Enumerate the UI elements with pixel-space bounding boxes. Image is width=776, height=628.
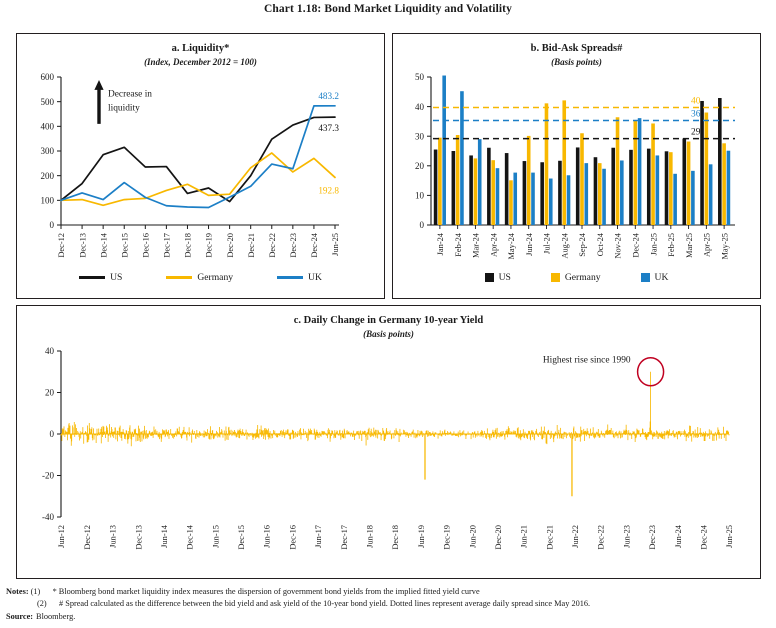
svg-text:Oct-24: Oct-24: [595, 233, 605, 257]
svg-text:Jun-25: Jun-25: [331, 233, 341, 257]
svg-text:Jun-21: Jun-21: [519, 525, 529, 549]
svg-text:Apr-25: Apr-25: [702, 233, 712, 258]
panel-b-subtitle: (Basis points): [551, 56, 602, 67]
svg-text:20: 20: [45, 388, 54, 399]
svg-text:-20: -20: [42, 471, 54, 482]
svg-text:483.2: 483.2: [318, 91, 339, 102]
panel-a-svg: [17, 67, 384, 275]
svg-text:40: 40: [415, 102, 424, 113]
svg-text:Dec-20: Dec-20: [225, 233, 235, 259]
svg-text:Mar-25: Mar-25: [684, 233, 694, 259]
svg-text:Dec-24: Dec-24: [699, 525, 709, 551]
panel-c-svg: [17, 339, 760, 567]
panel-b-title: b. Bid-Ask Spreads#: [530, 43, 623, 54]
svg-text:Dec-21: Dec-21: [545, 525, 555, 551]
note-row-1: [6, 586, 774, 598]
svg-text:Aug-24: Aug-24: [560, 233, 570, 259]
svg-text:Dec-12: Dec-12: [82, 525, 92, 551]
legend-swatch-uk: [641, 273, 650, 282]
svg-text:Dec-16: Dec-16: [288, 525, 298, 551]
svg-text:0: 0: [49, 220, 54, 231]
panel-b-svg: [393, 67, 760, 275]
svg-text:Jun-14: Jun-14: [159, 525, 169, 549]
page-title: Chart 1.18: Bond Market Liquidity and Volatility: [264, 3, 512, 15]
svg-text:Dec-22: Dec-22: [596, 525, 606, 551]
source-row: [6, 611, 774, 623]
svg-text:Dec-15: Dec-15: [237, 525, 247, 551]
legend-item-germany: [551, 272, 601, 283]
svg-text:Dec-19: Dec-19: [204, 233, 214, 259]
svg-text:Dec-24: Dec-24: [310, 233, 320, 259]
svg-text:Jun-15: Jun-15: [211, 525, 221, 549]
svg-text:Jun-23: Jun-23: [622, 525, 632, 549]
note-text-1: * Bloomberg bond market liquidity index measures the dispersion of government bond yields from the implied fitted yield curve: [52, 587, 480, 596]
panel-b-legend: [393, 272, 760, 283]
svg-text:20: 20: [415, 161, 424, 172]
svg-text:0: 0: [49, 429, 54, 440]
svg-text:0: 0: [419, 220, 424, 231]
svg-text:Dec-24: Dec-24: [631, 233, 641, 259]
svg-text:Jun-19: Jun-19: [416, 525, 426, 549]
legend-label-us: US: [498, 272, 511, 283]
note-number-1: (1): [30, 587, 41, 596]
legend-item-uk: [641, 272, 669, 283]
svg-text:Jun-24: Jun-24: [524, 233, 534, 257]
svg-text:Jun-20: Jun-20: [468, 525, 478, 549]
legend-swatch-us: [79, 276, 105, 278]
panel-c-title: c. Daily Change in Germany 10-year Yield: [293, 315, 484, 326]
svg-text:Jun-25: Jun-25: [725, 525, 735, 549]
svg-text:Dec-20: Dec-20: [493, 525, 503, 551]
legend-label-uk: UK: [308, 272, 322, 283]
legend-label-us: US: [110, 272, 123, 283]
svg-text:Apr-24: Apr-24: [489, 233, 499, 258]
svg-text:Jun-17: Jun-17: [314, 525, 324, 549]
svg-text:10: 10: [415, 190, 424, 201]
svg-text:36: 36: [691, 109, 701, 120]
svg-text:Dec-22: Dec-22: [267, 233, 277, 259]
panel-a-subtitle: (Index, December 2012 = 100): [144, 56, 257, 67]
notes-label: Notes:: [6, 587, 29, 596]
panel-c-plot: [17, 339, 760, 567]
legend-swatch-germany: [551, 273, 560, 282]
svg-text:Nov-24: Nov-24: [613, 233, 623, 259]
svg-text:Jun-24: Jun-24: [673, 525, 683, 549]
legend-label-germany: Germany: [564, 272, 601, 283]
svg-text:400: 400: [40, 121, 54, 132]
svg-text:Feb-24: Feb-24: [453, 233, 463, 258]
svg-text:40: 40: [691, 96, 701, 107]
svg-text:50: 50: [415, 72, 424, 83]
svg-text:Decrease in: Decrease in: [108, 90, 152, 101]
svg-text:200: 200: [40, 171, 54, 182]
svg-text:29: 29: [691, 127, 701, 138]
svg-text:Dec-14: Dec-14: [185, 525, 195, 551]
svg-text:30: 30: [415, 131, 424, 142]
panel-a-plot: [17, 67, 384, 275]
svg-text:Dec-13: Dec-13: [134, 525, 144, 551]
note-text-2: # Spread calculated as the difference between the bid yield and ask yield of the 10-year bond yield. Dotted lines represent average daily spread since May 2016.: [59, 598, 591, 608]
panel-a-legend: [17, 272, 384, 283]
svg-text:600: 600: [40, 72, 54, 83]
svg-text:Dec-21: Dec-21: [246, 233, 256, 259]
svg-text:Dec-15: Dec-15: [120, 233, 130, 259]
legend-item-us: [485, 272, 511, 283]
legend-item-uk: [277, 272, 322, 283]
svg-text:192.8: 192.8: [318, 185, 339, 196]
svg-text:437.3: 437.3: [318, 123, 339, 134]
panel-bid-ask-spreads: [392, 33, 761, 299]
svg-text:Dec-18: Dec-18: [391, 525, 401, 551]
svg-text:Dec-14: Dec-14: [99, 233, 109, 259]
svg-text:300: 300: [40, 146, 54, 157]
svg-text:liquidity: liquidity: [108, 103, 140, 114]
svg-text:-40: -40: [42, 512, 54, 523]
svg-text:Mar-24: Mar-24: [471, 233, 481, 259]
svg-text:Dec-23: Dec-23: [648, 525, 658, 551]
svg-text:40: 40: [45, 346, 54, 357]
legend-swatch-uk: [277, 276, 303, 278]
svg-text:Dec-12: Dec-12: [57, 233, 67, 259]
source-label: Source:: [6, 611, 34, 621]
svg-text:Jun-22: Jun-22: [571, 525, 581, 549]
panel-a-title: a. Liquidity*: [171, 43, 230, 54]
legend-swatch-germany: [166, 276, 192, 278]
panel-b-plot: [393, 67, 760, 275]
svg-text:Dec-16: Dec-16: [141, 233, 151, 259]
svg-text:Jun-13: Jun-13: [108, 525, 118, 549]
svg-text:Dec-23: Dec-23: [289, 233, 299, 259]
svg-text:Jun-16: Jun-16: [262, 525, 272, 549]
note-row-2: [6, 598, 774, 610]
svg-text:Dec-17: Dec-17: [162, 233, 172, 259]
svg-text:May-24: May-24: [507, 233, 517, 260]
svg-text:Highest rise since 1990: Highest rise since 1990: [542, 355, 631, 366]
svg-text:May-25: May-25: [720, 233, 730, 260]
svg-text:Jan-25: Jan-25: [649, 233, 659, 256]
note-number-2: (2): [37, 598, 47, 608]
panel-c-subtitle: (Basis points): [363, 328, 414, 339]
source-value: Bloomberg.: [36, 611, 76, 621]
svg-text:Feb-25: Feb-25: [667, 233, 677, 258]
legend-label-germany: Germany: [197, 272, 234, 283]
svg-text:Dec-13: Dec-13: [78, 233, 88, 259]
notes-block: [6, 586, 774, 622]
svg-text:Dec-19: Dec-19: [442, 525, 452, 551]
legend-item-us: [79, 272, 122, 283]
svg-text:100: 100: [40, 195, 54, 206]
svg-text:Dec-17: Dec-17: [339, 525, 349, 551]
svg-text:Jun-18: Jun-18: [365, 525, 375, 549]
panel-liquidity: [16, 33, 385, 299]
svg-text:Jan-24: Jan-24: [436, 233, 446, 256]
svg-text:Jul-24: Jul-24: [542, 233, 552, 255]
panel-daily-change-germany-yield: [16, 305, 761, 579]
svg-text:Sep-24: Sep-24: [578, 233, 588, 258]
legend-label-uk: UK: [654, 272, 669, 283]
svg-text:Dec-18: Dec-18: [183, 233, 193, 259]
legend-item-germany: [166, 272, 233, 283]
svg-text:Jun-12: Jun-12: [57, 525, 67, 549]
svg-text:500: 500: [40, 97, 54, 108]
legend-swatch-us: [485, 273, 494, 282]
